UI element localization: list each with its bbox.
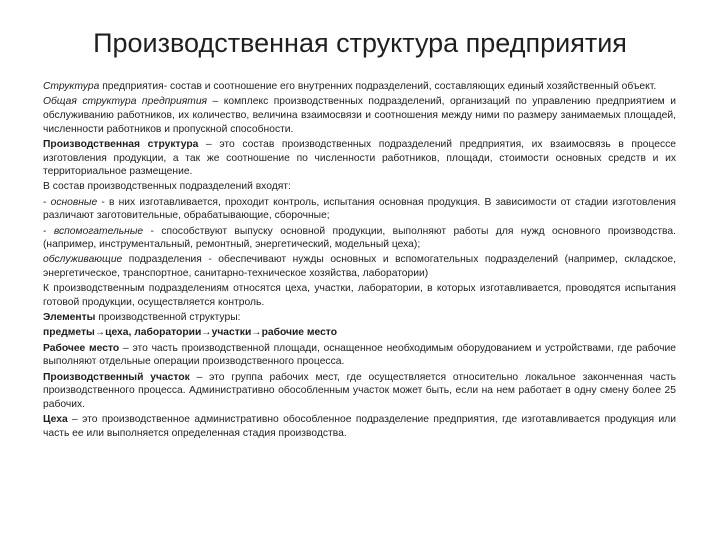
- paragraph-text-segment: предметы→цеха, лаборатории→участки→рабочие место: [43, 327, 338, 339]
- paragraph-p13: [43, 413, 676, 440]
- paragraph-text-segment: В состав производственных подразделений входят:: [43, 181, 291, 193]
- paragraph-text-segment: вспомогательные: [53, 225, 144, 237]
- paragraph-p5: [43, 196, 676, 223]
- paragraph-text-segment: Производственный участок: [43, 371, 190, 383]
- paragraph-p2: [43, 95, 676, 136]
- slide-title: Производственная структура предприятия: [93, 28, 627, 58]
- paragraph-text-segment: Элементы: [43, 312, 96, 324]
- paragraph-p4: [43, 180, 676, 194]
- paragraph-p7: [43, 253, 676, 280]
- paragraph-text-segment: – это часть производственной площади, оснащенное необходимым оборудованием и устройствами, где рабочие выполняют отдельные операции производственного процесса.: [43, 342, 676, 368]
- paragraph-text-segment: - в них изготавливается, проходит контроль, испытания основная продукция. В зависимости от стадии изготовления различают заготовительные, обрабатывающие, сборочные;: [43, 196, 676, 222]
- paragraph-text-segment: основные: [50, 196, 98, 208]
- paragraph-text-segment: Общая структура предприятия: [43, 96, 208, 108]
- paragraph-text-segment: Структура: [43, 81, 100, 92]
- paragraph-text-segment: -: [43, 225, 54, 237]
- paragraph-p12: [43, 371, 676, 412]
- paragraph-text-segment: Цеха: [43, 414, 68, 426]
- paragraph-text-segment: – это состав производственных подразделений предприятия, их взаимосвязь в процессе изготовления продукции, а так же соотношение по численности работников, площади, стоимости основных средств и их территориальное размещение.: [43, 138, 676, 178]
- paragraph-p10: [43, 326, 676, 340]
- paragraph-p1: [43, 80, 676, 94]
- paragraph-text-segment: обслуживающие: [43, 254, 123, 266]
- paragraph-p11: [43, 342, 676, 369]
- paragraph-text-segment: -: [43, 196, 51, 208]
- paragraph-text-segment: Производственная структура: [43, 138, 199, 150]
- paragraph-text-segment: производственной структуры:: [95, 312, 241, 324]
- paragraph-text-segment: – комплекс производственных подразделений, организаций по управлению предприятием и обслуживанию работников, их количество, величина взаимосвязи и соотношения между ними по размеру занимаемых площадей, численности работников и пропускной способности.: [43, 96, 676, 135]
- paragraph-text-segment: Рабочее место: [43, 342, 120, 354]
- paragraph-text-segment: – это группа рабочих мест, где осуществляется относительно локальное законченная часть производственного процесса. Административно обособленным участок может быть, если на нем работает в одну смену более 25 рабочих.: [43, 371, 676, 410]
- paragraph-text-segment: - способствуют выпуску основной продукции, выполняют работы для нужд основного производства. (например, инструментальный, ремонтный, энергетический, модельный цеха);: [43, 225, 677, 251]
- paragraph-text-segment: подразделения - обеспечивают нужды основных и вспомогательных подразделений (например, складское, энергетическое, транспортное, санитарно-техническое хозяйства, лаборатории): [43, 254, 676, 280]
- paragraph-text-segment: – это производственное административно обособленное подразделение предприятия, где изготавливается продукция или часть ее или выполняется определенная стадия производства.: [43, 414, 676, 439]
- paragraph-p9: [43, 311, 676, 325]
- paragraph-p3: [43, 138, 676, 179]
- slide-body: [43, 80, 676, 442]
- paragraph-text-segment: предприятия- состав и соотношение его внутренних подразделений, составляющих единый хозяйственный объект.: [99, 81, 657, 92]
- paragraph-text-segment: К производственным подразделениям относятся цеха, участки, лаборатории, в которых изготавливается, проводятся испытания готовой продукции, осуществляется контроль.: [43, 283, 676, 309]
- paragraph-p6: [43, 225, 676, 252]
- paragraph-p8: [43, 282, 676, 309]
